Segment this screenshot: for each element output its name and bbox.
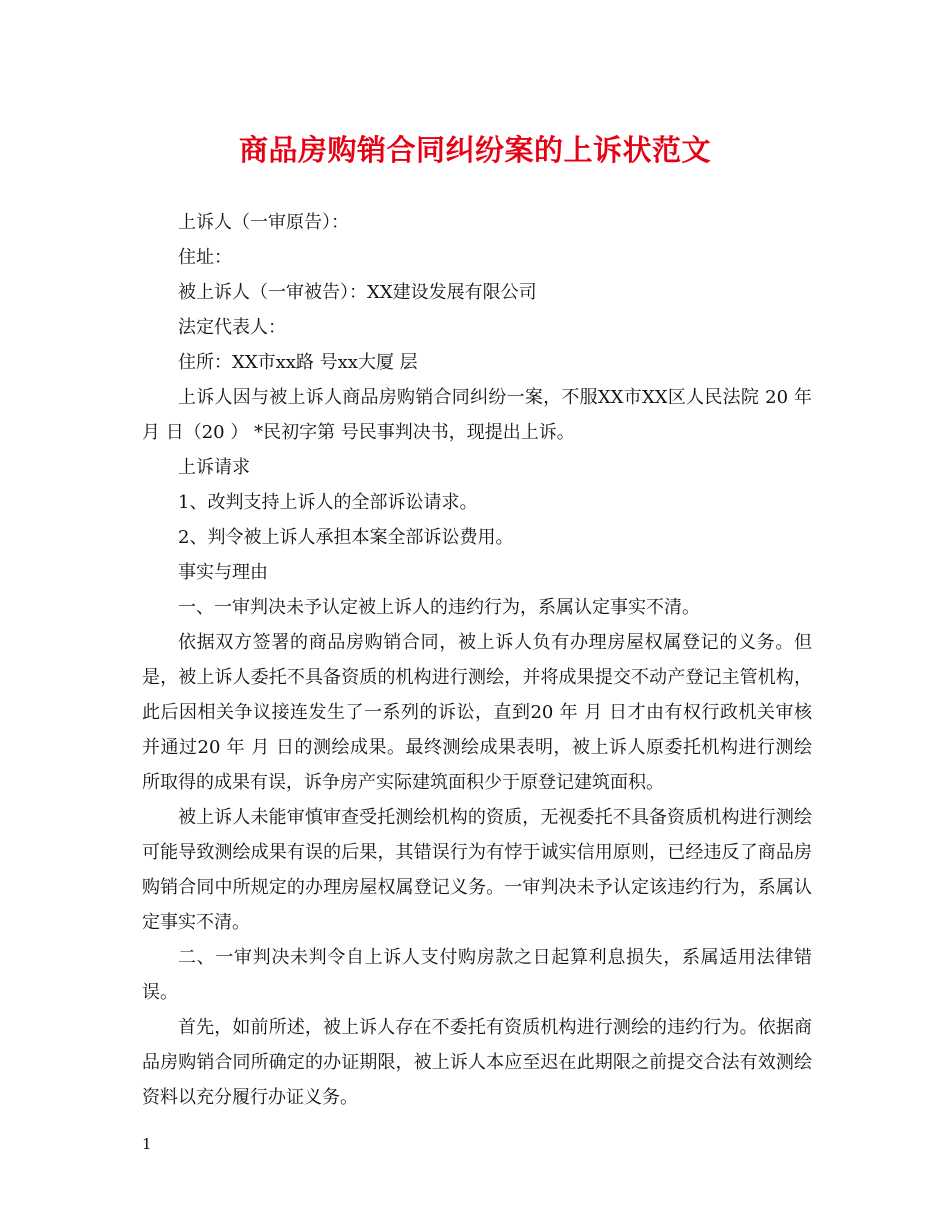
paragraph-address: 住址： <box>178 247 232 268</box>
section-heading-appeal-requests: 上诉请求 <box>178 457 250 478</box>
paragraph-request-2: 2、判令被上诉人承担本案全部诉讼费用。 <box>178 527 514 548</box>
page-number: 1 <box>142 1135 152 1153</box>
paragraph-appellee: 被上诉人（一审被告）：XX建设发展有限公司 <box>178 282 537 303</box>
paragraph-point-1: 一、一审判决未予认定被上诉人的违约行为，系属认定事实不清。 <box>178 597 700 618</box>
paragraph-review-failure: 被上诉人未能审慎审查受托测绘机构的资质，无视委托不具备资质机构进行测绘可能导致测绘成果有误的后果，其错误行为有悖于诚实信用原则，已经违反了商品房购销合同中所规定的办理房屋权属登记义务。一审判决未予认定该违约行为，系属认定事实不清。 <box>142 807 812 933</box>
document-body <box>142 205 812 1115</box>
paragraph-appellant: 上诉人（一审原告）： <box>178 212 349 233</box>
paragraph-domicile: 住所：XX市xx路 号xx大厦 层 <box>178 352 418 373</box>
document-title: 商品房购销合同纠纷案的上诉状范文 <box>238 133 711 167</box>
paragraph-appeal-intro: 上诉人因与被上诉人商品房购销合同纠纷一案，不服XX市XX区人民法院 20 年 月 日（20 ） *民初字第 号民事判决书，现提出上诉。 <box>142 387 812 443</box>
paragraph-contract-basis: 依据双方签署的商品房购销合同，被上诉人负有办理房屋权属登记的义务。但是，被上诉人委托不具备资质的机构进行测绘，并将成果提交不动产登记主管机构，此后因相关争议接连发生了一系列的诉讼，直到20 年 月 日才由有权行政机关审核并通过20 年 月 日的测绘成果。最终测绘成果表明，被上诉人原委托机构进行测绘所取得的成果有误，诉争房产实际建筑面积少于原登记建筑面积。 <box>142 632 812 793</box>
paragraph-request-1: 1、改判支持上诉人的全部诉讼请求。 <box>178 492 478 513</box>
section-heading-facts-reasons: 事实与理由 <box>178 562 268 583</box>
paragraph-point-2: 二、一审判决未判令自上诉人支付购房款之日起算利息损失，系属适用法律错误。 <box>142 947 812 1003</box>
paragraph-firstly: 首先，如前所述，被上诉人存在不委托有资质机构进行测绘的违约行为。依据商品房购销合同所确定的办证期限，被上诉人本应至迟在此期限之前提交合法有效测绘资料以充分履行办证义务。 <box>142 1017 812 1108</box>
paragraph-legal-representative: 法定代表人： <box>178 317 286 338</box>
